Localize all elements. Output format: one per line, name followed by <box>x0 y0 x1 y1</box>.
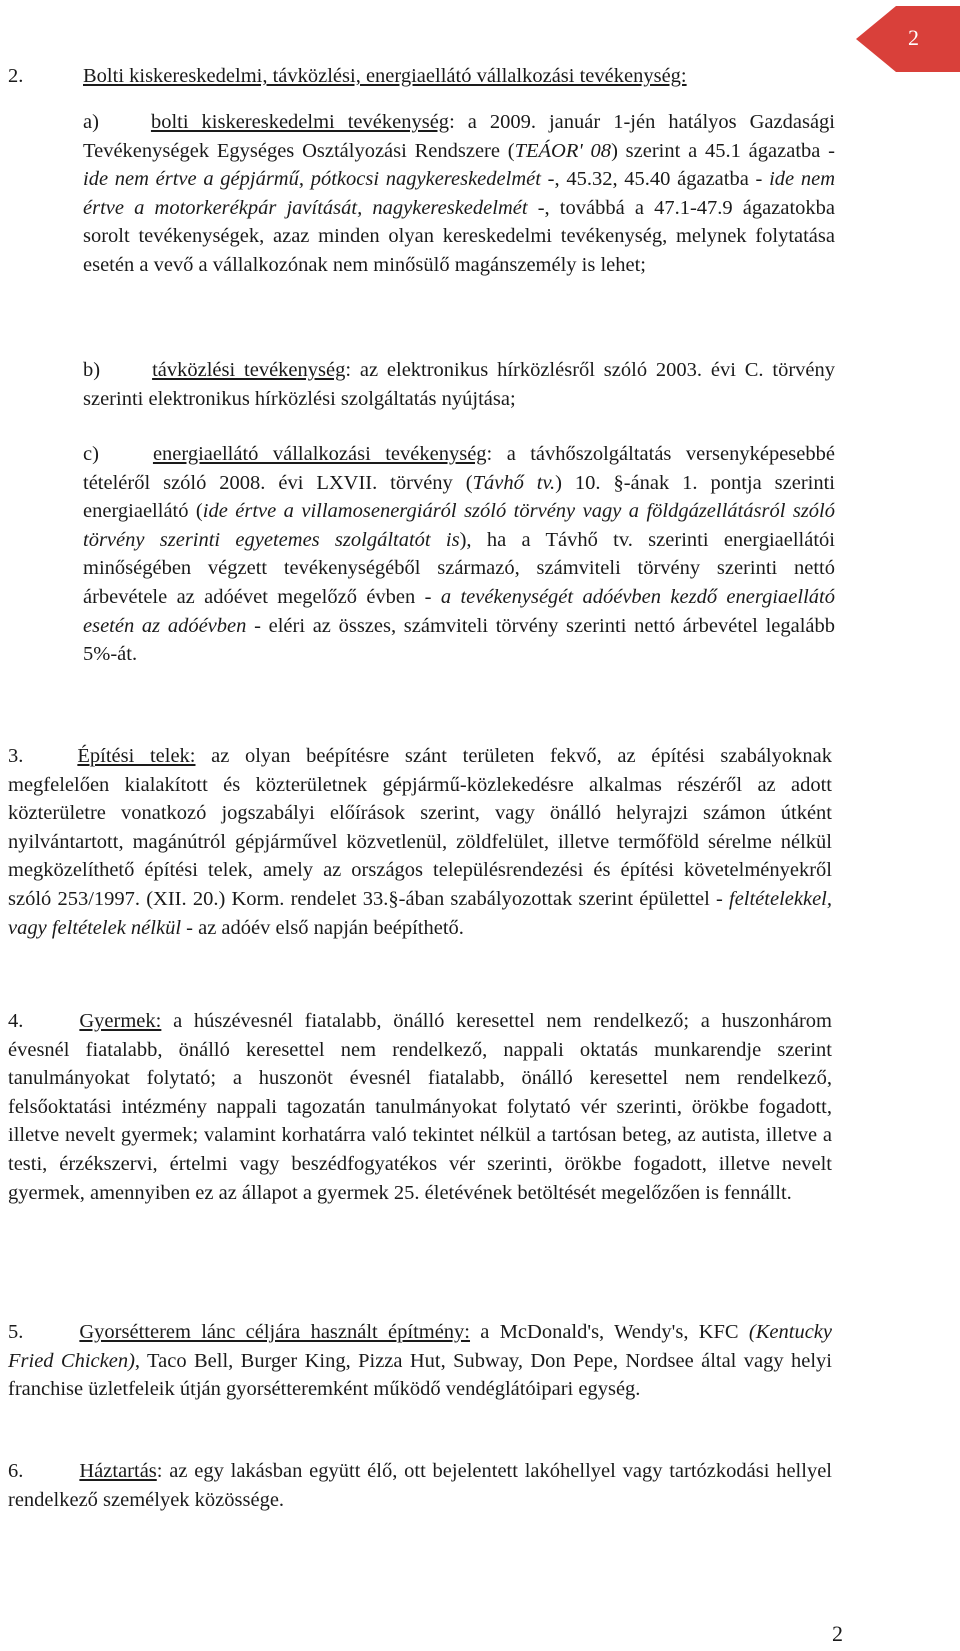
section-number: 5. <box>8 1321 24 1343</box>
term: energiaellátó vállalkozási tevékenység <box>152 443 487 465</box>
paragraph-5: 5. Gyorsétterem lánc céljára használt építmény: a McDonald's, Wendy's, KFC (Kentucky Fried Chicken), Taco Bell, Burger King, Pizza Hut, Subway, Don Pepe, Nordsee által vagy helyi franchise üzletfeleik útján gyorsétteremként működő vendéglátóipari egység. <box>8 1321 832 1401</box>
item-label: c) <box>83 443 99 465</box>
item-label: b) <box>83 359 101 381</box>
paragraph-2a: a) bolti kiskereskedelmi tevékenység: a 2009. január 1-jén hatályos Gazdasági Tevékenységek Egységes Osztályozási Rendszere (TEÁOR' 08) szerint a 45.1 ágazatba - ide nem értve a gépjármű, pótkocsi nagykereskedelmét -, 45.32, 45.40 ágazatba - ide nem értve a motorkerékpár javítását, nagykereskedelmét -, továbbá a 47.1-47.9 ágazatokba sorolt tevékenységek, azaz minden olyan kereskedelmi tevékenység, melynek folytatása esetén a vevő a vállalkozónak nem minősülő magánszemély is lehet; <box>83 111 836 276</box>
term: Háztartás <box>79 1460 157 1482</box>
paragraph-6: 6. Háztartás: az egy lakásban együtt élő, ott bejelentett lakóhellyel vagy tartózkodási hellyel rendelkező személyek közössége. <box>8 1460 832 1511</box>
term: bolti kiskereskedelmi tevékenység <box>150 111 450 133</box>
page-tab-number: 2 <box>908 25 919 50</box>
page-number-tab <box>856 6 960 72</box>
term: Építési telek: <box>77 745 196 767</box>
term: Gyermek: <box>79 1010 162 1032</box>
paragraph-2b: b) távközlési tevékenység: az elektronikus hírközlésről szóló 2003. évi C. törvény szerinti elektronikus hírközlési szolgáltatás nyújtása; <box>83 359 835 410</box>
item-label: a) <box>83 111 99 133</box>
footer-page-number: 2 <box>832 1621 843 1646</box>
section-number: 4. <box>8 1010 24 1032</box>
section-title: Bolti kiskereskedelmi, távközlési, energiaellátó vállalkozási tevékenység: <box>83 65 687 87</box>
paragraph-2c: c) energiaellátó vállalkozási tevékenység: a távhőszolgáltatás versenyképesebbé tételéről szóló 2008. évi LXVII. törvény (Távhő tv.) 10. §-ának 1. pontja szerinti energiaellátó (ide értve a villamosenergiáról szóló törvény vagy a földgázellátásról szóló törvény szerinti egyetemes szolgáltatót is), ha a Távhő tv. szerinti energiaellátói minőségében végzett tevékenységéből származó, számviteli törvény szerinti nettó árbevétele az adóévet megelőző évben - a tevékenységét adóévben kezdő energiaellátó esetén az adóévben - eléri az összes, számviteli törvény szerinti nettó árbevétel legalább 5%-át. <box>83 443 836 666</box>
term: távközlési tevékenység <box>152 359 346 381</box>
paragraph-4: 4. Gyermek: a húszévesnél fiatalabb, önálló keresettel nem rendelkező; a huszonhárom évesnél fiatalabb, önálló keresettel nem rendelkező, nappali oktatás munkarendje szerint tanulmányokat folytató; a huszonöt évesnél fiatalabb, önálló keresettel nem rendelkező, felsőoktatási intézmény nappali tagozatán tanulmányokat folytató vér szerinti, örökbe fogadott, illetve nevelt gyermek; valamint korhatárra való tekintet nélkül a tartósan beteg, az autista, illetve a testi, érzékszervi, értelmi vagy beszédfogyatékos vér szerinti, örökbe fogadott, illetve nevelt gyermek, amennyiben ez az állapot a gyermek 25. életévének betöltését megelőzően is fennállt. <box>8 1010 832 1204</box>
term: Gyorsétterem lánc céljára használt építmény: <box>79 1321 471 1343</box>
section-number: 2. <box>8 65 24 87</box>
section-number: 3. <box>8 745 24 767</box>
paragraph-3: 3. Építési telek: az olyan beépítésre szánt területen fekvő, az építési szabályoknak megfelelően kialakított és közterületnek gépjármű-közlekedésre alkalmas részéről az adott közterületre vonatkozó jogszabályi előírások szerint, vagy önálló helyrajzi számon útként nyilvántartott, magánútról gépjárművel közvetlenül, zöldfelület, illetve termőföld sérelme nélkül megközelíthető építési telek, amely az országos településrendezési és építési követelményekről szóló 253/1997. (XII. 20.) Korm. rendelet 33.§-ában szabályozottak szerint épülettel - feltételekkel, vagy feltételek nélkül - az adóév első napján beépíthető. <box>8 745 832 939</box>
section-number: 6. <box>8 1460 24 1482</box>
